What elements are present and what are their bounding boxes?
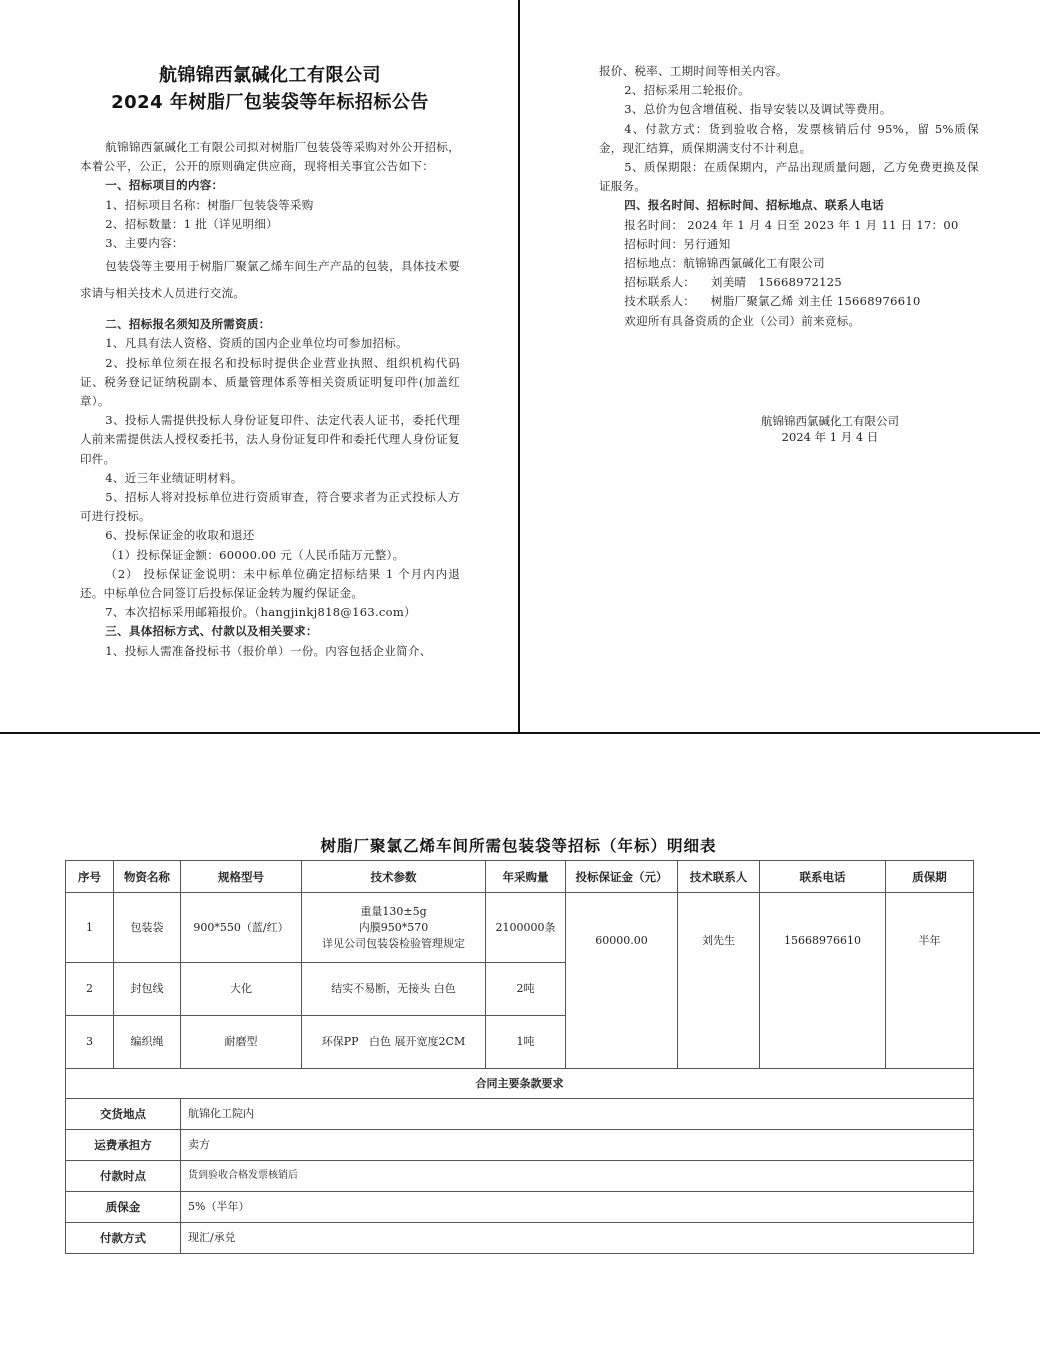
table-row <box>66 893 974 963</box>
specification: 大化 <box>181 963 302 1016</box>
param-line: 重量130±5g <box>360 904 427 918</box>
section-3-item: 5、质保期限：在质保期内，产品出现质量问题，乙方免费更换及保证服务。 <box>599 160 979 194</box>
section-2-item: 1、凡具有法人资格、资质的国内企业单位均可参加招标。 <box>105 336 408 351</box>
material-name: 包装袋 <box>114 893 181 963</box>
section-2-item: 3、投标人需提供投标人身份证复印件、法定代表人证书，委托代理人前来需提供法人授权委托书，法人身份证复印件和委托代理人身份证复印件。 <box>80 413 460 466</box>
annual-quantity: 1吨 <box>486 1016 566 1069</box>
section-2-item: 5、招标人将对投标单位进行资质审查，符合要求者为正式投标人方可进行投标。 <box>80 490 460 524</box>
section-1-item: 1、招标项目名称：树脂厂包装袋等采购 <box>105 197 314 212</box>
header-cell: 技术参数 <box>302 861 486 893</box>
section-2-heading: 二、招标报名须知及所需资质： <box>105 317 271 332</box>
section-2-item: 2、投标单位须在报名和投标时提供企业营业执照、组织机构代码证、税务登记证纳税副本、质量管理体系等相关资质证明复印件(加盖红章）。 <box>80 355 460 409</box>
detail-table <box>65 860 974 1254</box>
row-number: 2 <box>66 963 114 1016</box>
row-number: 1 <box>66 893 114 963</box>
section-2-item-email: 7、本次招标采用邮箱报价。（hangjinkj818@163.com） <box>105 605 416 620</box>
table-header-row <box>66 861 974 893</box>
technical-params: 结实不易断，无接头 白色 <box>302 963 486 1016</box>
notice-title-main: 2024 年树脂厂包装袋等年标招标公告 <box>111 92 429 113</box>
header-cell: 技术联系人 <box>678 861 760 893</box>
section-1-item: 2、招标数量：1 批（详见明细） <box>105 216 278 231</box>
section-2-item: （1）投标保证金额：60000.00 元（人民币陆万元整）。 <box>105 547 405 562</box>
term-label: 运费承担方 <box>66 1130 181 1161</box>
term-value: 卖方 <box>181 1130 974 1161</box>
header-cell: 规格型号 <box>181 861 302 893</box>
param-line: 详见公司包装袋检验管理规定 <box>322 936 465 950</box>
signature-company: 航锦锦西氯碱化工有限公司 <box>761 414 899 428</box>
terms-heading-row <box>66 1069 974 1099</box>
term-label: 付款时点 <box>66 1161 181 1192</box>
notice-page-left <box>80 62 460 661</box>
header-cell: 序号 <box>66 861 114 893</box>
registration-time: 报名时间： 2024 年 1 月 4 日至 2023 年 1 月 11 日 17：00 <box>624 217 959 232</box>
term-value: 航锦化工院内 <box>181 1099 974 1130</box>
bid-deposit: 60000.00 <box>566 893 678 1069</box>
terms-row <box>66 1223 974 1254</box>
bidding-contact: 招标联系人： 刘美晴 15668972125 <box>624 275 842 290</box>
section-2-item: （2） 投标保证金说明：未中标单位确定招标结果 1 个月内内退还。中标单位合同签订后投标保证金转为履约保证金。 <box>80 566 460 601</box>
specification: 耐磨型 <box>181 1016 302 1069</box>
annual-quantity: 2吨 <box>486 963 566 1016</box>
section-2-item: 6、投标保证金的收取和退还 <box>105 528 255 543</box>
notice-title-company: 航锦锦西氯碱化工有限公司 <box>159 65 381 86</box>
header-cell: 投标保证金（元） <box>566 861 678 893</box>
term-label: 付款方式 <box>66 1223 181 1254</box>
header-cell: 质保期 <box>886 861 974 893</box>
header-cell: 物资名称 <box>114 861 181 893</box>
technical-params <box>302 893 486 963</box>
section-1-description: 包装袋等主要用于树脂厂聚氯乙烯车间生产产品的包装，具体技术要求请与相关技术人员进行交流。 <box>80 259 460 301</box>
signature-date: 2024 年 1 月 4 日 <box>781 430 879 444</box>
section-3-item: 4、付款方式：货到验收合格，发票核销后付 95%，留 5%质保金，现汇结算，质保期满支付不计利息。 <box>599 121 979 155</box>
section-2-item: 4、近三年业绩证明材料。 <box>105 470 243 485</box>
term-label: 交货地点 <box>66 1099 181 1130</box>
param-line: 内膜950*570 <box>358 920 429 934</box>
terms-row <box>66 1130 974 1161</box>
technical-params: 环保PP 白色 展开宽度2CM <box>302 1016 486 1069</box>
section-3-item-continued: 报价、税率、工期时间等相关内容。 <box>599 64 788 78</box>
term-label: 质保金 <box>66 1192 181 1223</box>
bidding-location: 招标地点：航锦锦西氯碱化工有限公司 <box>624 256 825 271</box>
warranty-period: 半年 <box>886 893 974 1069</box>
material-name: 封包线 <box>114 963 181 1016</box>
terms-row <box>66 1161 974 1192</box>
section-4-heading: 四、报名时间、招标时间、招标地点、联系人电话 <box>624 198 884 213</box>
signature-block <box>700 413 960 445</box>
section-3-item: 1、投标人需准备投标书（报价单）一份。内容包括企业简介、 <box>105 643 432 658</box>
contact-phone: 15668976610 <box>760 893 886 1069</box>
page-divider-horizontal <box>0 732 1040 734</box>
row-number: 3 <box>66 1016 114 1069</box>
annual-quantity: 2100000条 <box>486 893 566 963</box>
material-name: 编织绳 <box>114 1016 181 1069</box>
section-3-item: 2、招标采用二轮报价。 <box>624 83 750 98</box>
terms-row <box>66 1099 974 1130</box>
header-cell: 联系电话 <box>760 861 886 893</box>
term-value: 现汇/承兑 <box>181 1223 974 1254</box>
welcome-note: 欢迎所有具备资质的企业（公司）前来竞标。 <box>624 313 861 328</box>
section-3-item: 3、总价为包含增值税、指导安装以及调试等费用。 <box>624 102 892 117</box>
detail-table-title: 树脂厂聚氯乙烯车间所需包装袋等招标（年标）明细表 <box>320 837 717 855</box>
section-3-heading: 三、具体招标方式、付款以及相关要求： <box>105 624 318 639</box>
header-cell: 年采购量 <box>486 861 566 893</box>
specification: 900*550（蓝/红） <box>181 893 302 963</box>
technical-contact-name: 刘先生 <box>678 893 760 1069</box>
notice-intro: 航锦锦西氯碱化工有限公司拟对树脂厂包装袋等采购对外公开招标，本着公平，公正，公开的原则确定供应商，现将相关事宜公告如下： <box>80 140 460 174</box>
technical-contact: 技术联系人： 树脂厂聚氯乙烯 刘主任 15668976610 <box>624 294 921 309</box>
section-1-heading: 一、招标项目的内容： <box>105 178 224 193</box>
terms-heading: 合同主要条款要求 <box>66 1069 974 1099</box>
term-value: 5%（半年） <box>181 1192 974 1223</box>
term-value: 货到验收合格发票核销后 <box>181 1161 974 1192</box>
section-1-item: 3、主要内容： <box>105 236 184 251</box>
notice-page-right <box>599 62 979 331</box>
terms-row <box>66 1192 974 1223</box>
bidding-time: 招标时间：另行通知 <box>624 236 731 251</box>
page-divider-vertical <box>518 0 520 734</box>
